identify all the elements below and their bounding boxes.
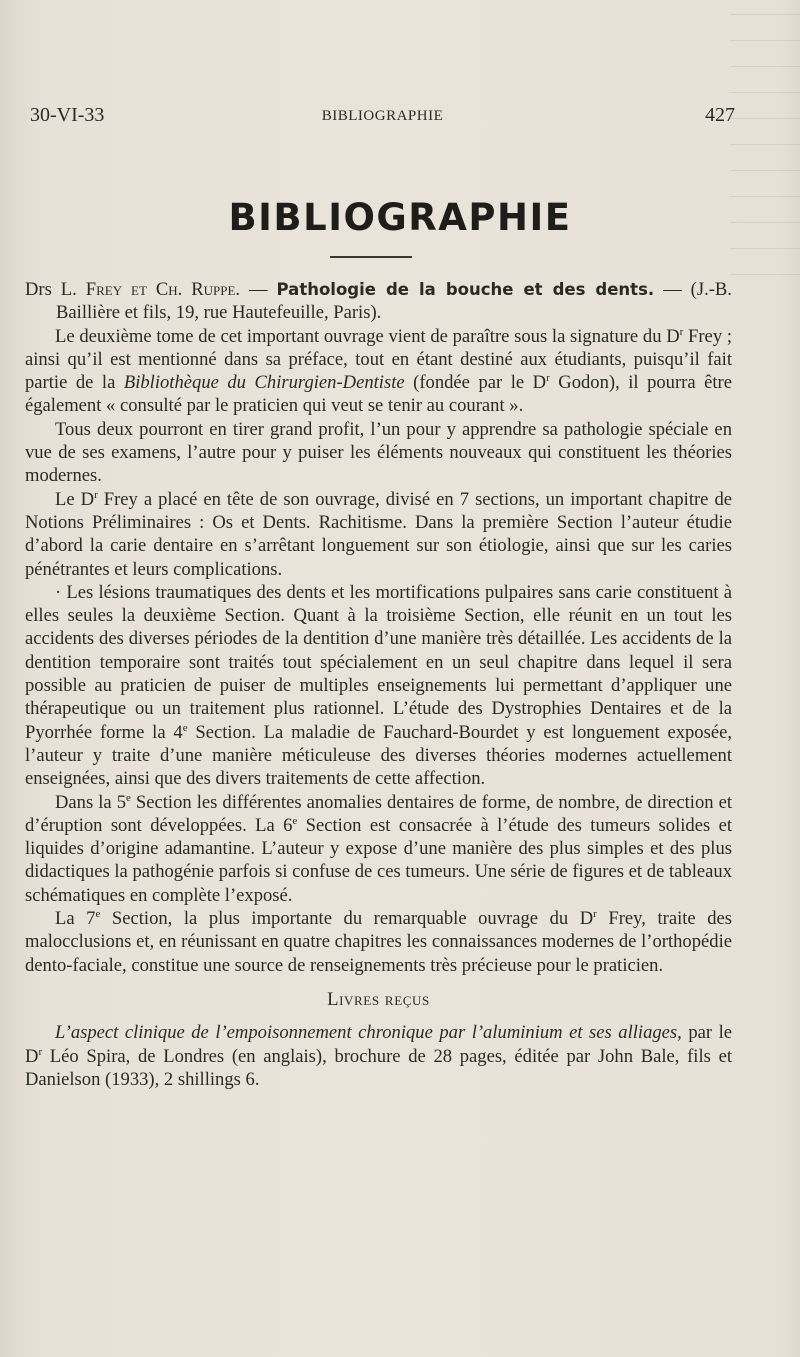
paragraph-3: Le $D^r$ Frey a placé en tête de son ouvrage, divisé en 7 sections, un important chapitre de Notions Préliminaires : Os et Dents. Rachitisme. Dans la première Section l’auteur étudie d’abord la carie dentaire en s’arrêtant longuement sur son étiologie, ainsi que sur les caries pénétrantes et leurs complications. bbox=[25, 488, 733, 580]
title-rule bbox=[330, 256, 412, 258]
body-text bbox=[25, 278, 732, 1091]
dash: — bbox=[249, 279, 268, 300]
paragraph-6: La 7e Section, la plus importante du remarquable ouvrage du $D^r$ Frey, traite des malocclusions et, en réunissant en quatre chapitres les connaissances modernes de l’orthopédie dento-faciale, constitue une source de renseignements très précieuse pour le praticien. bbox=[25, 907, 732, 976]
paragraph-4: · Les lésions traumatiques des dents et les mortifications pulpaires sans carie constituent à elles seules la deuxième Section. Quant à la troisième Section, elle réunit en un tout les accidents des diverses périodes de la dentition d’une manière très détaillée. Les accidents de la dentition temporaire sont traités tout spécialement en un seul chapitre dans lequel il sera possible au praticien de puiser de multiples enseignements lui permettant d’appliquer une thérapeutique ou un traitement plus rationnel. L’étude des Dystrophies Dentaires et de la Pyorrhée forme la 4e Section. La maladie de Fauchard-Bourdet y est longuement exposée, l’auteur y traite d’une manière méticuleuse des diverses théories modernes actuellement enseignées, ainsi que des divers traitements de cette affection. bbox=[25, 581, 732, 790]
header-date: 30-VI-33 bbox=[30, 104, 105, 126]
book-title: Pathologie de la bouche et des dents. bbox=[276, 280, 655, 299]
publisher: (J.-B. Baillière et fils, 19, rue Hautefeuille, Paris). bbox=[56, 279, 732, 324]
show-through-text bbox=[730, 0, 800, 300]
series-title: Bibliothèque du Chirurgien-Dentiste bbox=[123, 372, 405, 394]
authors-prefix: Drs bbox=[25, 279, 52, 300]
paragraph-1: Le deuxième tome de cet important ouvrage vient de paraître sous la signature du $D^r$ Frey ; ainsi qu’il est mentionné dans sa préface, tout en étant destiné aux étudiants, puisqu’il fait partie de la Bibliothèque du Chirurgien-Dentiste (fondée par le $D^r$ Godon), il pourra être également « consulté par le praticien qui veut se tenir au courant ». bbox=[25, 325, 733, 417]
paragraph-2: Tous deux pourront en tirer grand profit, l’un pour y apprendre sa pathologie spéciale en vue de ses examens, l’autre pour y puiser les éléments nouveaux qui constituent les théories modernes. bbox=[25, 418, 732, 487]
section-heading-livres: Livres reçus bbox=[327, 988, 430, 1010]
paragraph-5: Dans la 5e Section les différentes anomalies dentaires de forme, de nombre, de direction et d’éruption sont développées. La 6e Section est consacrée à l’étude des tumeurs solides et liquides d’origine adamantine. L’auteur y expose d’une manière des plus simples et des plus didactiques la pathogénie parfois si confuse de ces tumeurs. Une série de figures et de tableaux schématiques en complète l’exposé. bbox=[25, 791, 733, 906]
page-title: BIBLIOGRAPHIE bbox=[228, 196, 572, 239]
book-entry bbox=[25, 278, 732, 325]
header-section: BIBLIOGRAPHIE bbox=[321, 108, 444, 124]
livres-title: L’aspect clinique de l’empoisonnement chronique par l’aluminium et ses alliages bbox=[55, 1022, 678, 1044]
page-number: 427 bbox=[705, 104, 735, 126]
dash: — bbox=[663, 279, 682, 300]
livres-entry: L’aspect clinique de l’empoisonnement chronique par l’aluminium et ses alliages, par le $D^r$ Léo Spira, de Londres (en anglais), brochure de 28 pages, éditée par John Bale, fils et Danielson (1933), 2 shillings 6. bbox=[25, 1022, 732, 1090]
authors: L. Frey et Ch. Ruppe. bbox=[60, 279, 241, 300]
running-header bbox=[30, 104, 735, 134]
